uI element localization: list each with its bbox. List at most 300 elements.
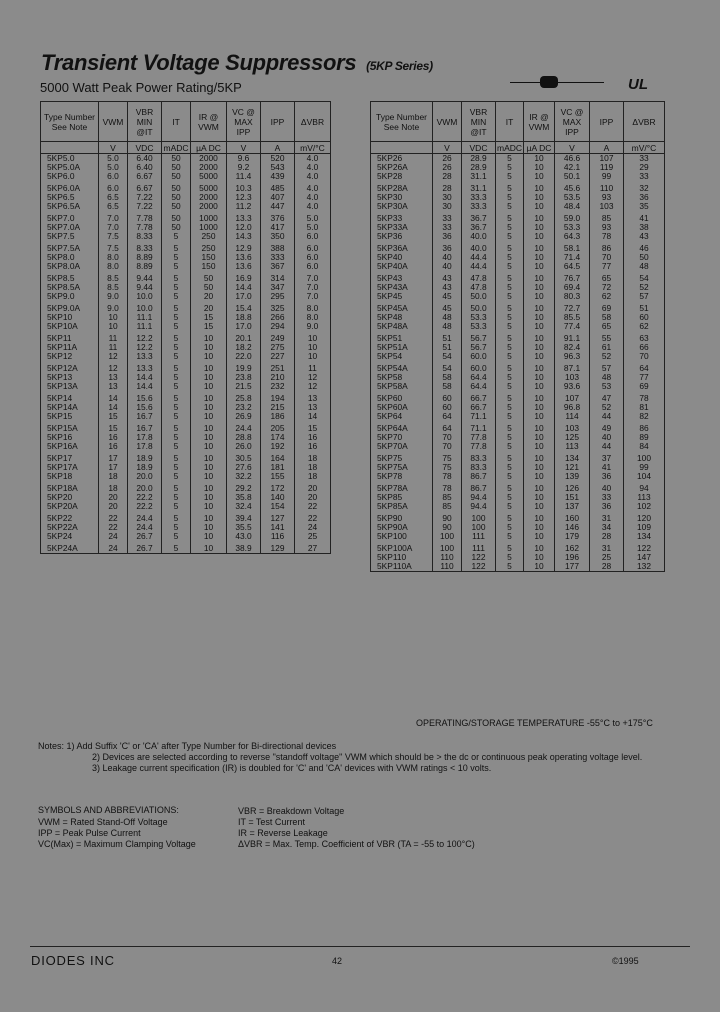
spec-value-cell: 10 [191, 373, 227, 382]
spec-value-cell: 172 [261, 484, 295, 493]
spec-value-cell: 181 [261, 463, 295, 472]
spec-value-cell: 6.67 [128, 172, 162, 181]
table-row [371, 403, 665, 412]
spec-value-cell: 50 [162, 184, 191, 193]
spec-value-cell: 10 [191, 484, 227, 493]
spec-value-cell: 111 [462, 532, 496, 541]
spec-value-cell: 121 [555, 463, 590, 472]
spec-value-cell: 5 [496, 502, 524, 511]
spec-value-cell: 6.40 [128, 163, 162, 172]
spec-value-cell: 22.0 [227, 352, 261, 361]
spec-value-cell: 57 [590, 364, 624, 373]
header-vc: VC @ MAX IPP [227, 102, 261, 142]
spec-value-cell: 192 [261, 442, 295, 451]
type-number-cell: 5KP8.0 [41, 253, 99, 262]
spec-value-cell: 10.3 [227, 184, 261, 193]
spec-value-cell: 5 [496, 514, 524, 523]
spec-value-cell: 10 [524, 484, 555, 493]
unit-it: mADC [163, 142, 189, 153]
spec-value-cell: 22.2 [128, 502, 162, 511]
spec-value-cell: 6.0 [99, 184, 128, 193]
spec-value-cell: 4.0 [295, 172, 331, 181]
spec-value-cell: 350 [261, 232, 295, 241]
spec-value-cell: 40.0 [462, 244, 496, 253]
spec-value-cell: 16.7 [128, 424, 162, 433]
type-number-cell: 5KP90A [371, 523, 433, 532]
spec-value-cell: 33 [433, 214, 462, 223]
spec-value-cell: 9.44 [128, 283, 162, 292]
spec-value-cell: 20 [99, 502, 128, 511]
table-row [41, 373, 331, 382]
type-number-cell: 5KP11A [41, 343, 99, 352]
spec-value-cell: 103 [555, 373, 590, 382]
spec-value-cell: 14 [295, 412, 331, 421]
spec-value-cell: 5 [162, 292, 191, 301]
spec-value-cell: 13.3 [227, 214, 261, 223]
table-row [371, 532, 665, 541]
spec-value-cell: 13 [295, 403, 331, 412]
spec-value-cell: 5 [496, 472, 524, 481]
table-row [371, 502, 665, 511]
spec-value-cell: 8.0 [99, 253, 128, 262]
spec-value-cell: 5 [162, 364, 191, 373]
spec-value-cell: 40 [433, 262, 462, 271]
spec-value-cell: 86.7 [462, 484, 496, 493]
table-row [41, 292, 331, 301]
table-row [371, 292, 665, 301]
spec-value-cell: 50 [162, 172, 191, 181]
table-row [41, 163, 331, 172]
table-row [371, 553, 665, 562]
spec-value-cell: 28 [590, 562, 624, 572]
type-number-cell: 5KP75A [371, 463, 433, 472]
type-number-cell: 5KP54 [371, 352, 433, 361]
spec-value-cell: 4.0 [295, 193, 331, 202]
spec-value-cell: 179 [555, 532, 590, 541]
spec-value-cell: 5 [162, 343, 191, 352]
spec-value-cell: 20 [191, 292, 227, 301]
spec-value-cell: 10 [524, 382, 555, 391]
spec-value-cell: 43 [433, 274, 462, 283]
spec-value-cell: 4.0 [295, 202, 331, 211]
spec-value-cell: 150 [191, 262, 227, 271]
spec-value-cell: 9.0 [99, 304, 128, 313]
spec-value-cell: 48 [624, 262, 665, 271]
spec-table-right-body [371, 154, 665, 572]
spec-value-cell: 21.5 [227, 382, 261, 391]
table-row [371, 544, 665, 553]
spec-value-cell: 15 [295, 424, 331, 433]
spec-value-cell: 42.1 [555, 163, 590, 172]
spec-value-cell: 205 [261, 424, 295, 433]
spec-value-cell: 24 [295, 523, 331, 532]
spec-value-cell: 8.33 [128, 232, 162, 241]
type-number-cell: 5KP7.5A [41, 244, 99, 253]
spec-value-cell: 134 [624, 532, 665, 541]
spec-value-cell: 48.4 [555, 202, 590, 211]
spec-value-cell: 11.1 [128, 313, 162, 322]
spec-value-cell: 5 [162, 382, 191, 391]
spec-value-cell: 5 [496, 562, 524, 572]
type-number-cell: 5KP64A [371, 424, 433, 433]
table-row [371, 514, 665, 523]
unit-ipp: A [261, 142, 295, 154]
spec-value-cell: 85.5 [555, 313, 590, 322]
spec-value-cell: 64 [624, 364, 665, 373]
spec-value-cell: 85 [433, 502, 462, 511]
unit-ipp: A [590, 142, 624, 154]
type-number-cell: 5KP33A [371, 223, 433, 232]
header-vbr: VBR MIN @IT [462, 102, 496, 142]
spec-value-cell: 10 [191, 493, 227, 502]
spec-value-cell: 10 [524, 463, 555, 472]
spec-value-cell: 52 [590, 403, 624, 412]
spec-value-cell: 10 [524, 553, 555, 562]
type-number-cell: 5KP70 [371, 433, 433, 442]
table-row [41, 313, 331, 322]
symbol-ir: IR = Reverse Leakage [238, 828, 328, 838]
spec-value-cell: 5 [162, 403, 191, 412]
unit-dvbr: mV/°C [295, 142, 331, 154]
table-row [371, 214, 665, 223]
spec-value-cell: 10 [524, 352, 555, 361]
spec-value-cell: 24.4 [128, 514, 162, 523]
table-row [371, 193, 665, 202]
type-number-cell: 5KP100 [371, 532, 433, 541]
type-number-cell: 5KP78 [371, 472, 433, 481]
type-number-cell: 5KP51 [371, 334, 433, 343]
spec-value-cell: 50.1 [555, 172, 590, 181]
table-row [41, 523, 331, 532]
spec-value-cell: 5 [162, 334, 191, 343]
table-row [371, 334, 665, 343]
spec-value-cell: 13.3 [128, 364, 162, 373]
spec-value-cell: 407 [261, 193, 295, 202]
type-number-cell: 5KP70A [371, 442, 433, 451]
spec-value-cell: 10 [524, 304, 555, 313]
table-row [41, 502, 331, 511]
spec-value-cell: 20 [99, 493, 128, 502]
spec-value-cell: 10 [524, 403, 555, 412]
type-number-cell: 5KP16 [41, 433, 99, 442]
spec-value-cell: 162 [555, 544, 590, 553]
type-number-cell: 5KP110A [371, 562, 433, 572]
spec-value-cell: 10 [191, 544, 227, 554]
spec-value-cell: 11.2 [227, 202, 261, 211]
spec-value-cell: 50.0 [462, 304, 496, 313]
spec-value-cell: 9.2 [227, 163, 261, 172]
spec-value-cell: 64.4 [462, 373, 496, 382]
spec-value-cell: 20.0 [128, 484, 162, 493]
spec-value-cell: 52 [590, 352, 624, 361]
type-number-cell: 5KP13A [41, 382, 99, 391]
spec-table-left-body [41, 154, 331, 554]
spec-value-cell: 17.8 [128, 442, 162, 451]
spec-value-cell: 49 [590, 424, 624, 433]
table-row [41, 382, 331, 391]
table-row [371, 202, 665, 211]
spec-value-cell: 99 [624, 463, 665, 472]
spec-value-cell: 5 [162, 442, 191, 451]
spec-value-cell: 20 [191, 304, 227, 313]
spec-value-cell: 5.0 [295, 214, 331, 223]
spec-value-cell: 35.8 [227, 493, 261, 502]
spec-value-cell: 376 [261, 214, 295, 223]
type-number-cell: 5KP11 [41, 334, 99, 343]
spec-value-cell: 11.4 [227, 172, 261, 181]
spec-value-cell: 31.1 [462, 184, 496, 193]
spec-value-cell: 44 [590, 442, 624, 451]
table-row [41, 454, 331, 463]
spec-value-cell: 17.0 [227, 322, 261, 331]
spec-value-cell: 14.4 [128, 373, 162, 382]
header-type: Type Number See Note [371, 102, 433, 142]
spec-value-cell: 232 [261, 382, 295, 391]
spec-value-cell: 26.7 [128, 532, 162, 541]
spec-value-cell: 5 [496, 214, 524, 223]
spec-value-cell: 10 [524, 532, 555, 541]
spec-value-cell: 10 [524, 214, 555, 223]
unit-vbr: VDC [128, 142, 162, 154]
spec-value-cell: 33.3 [462, 202, 496, 211]
spec-value-cell: 50 [162, 163, 191, 172]
symbol-vbr: VBR = Breakdown Voltage [238, 806, 345, 816]
spec-value-cell: 64.5 [555, 262, 590, 271]
type-number-cell: 5KP28 [371, 172, 433, 181]
spec-value-cell: 33.3 [462, 193, 496, 202]
table-row [41, 403, 331, 412]
type-number-cell: 5KP13 [41, 373, 99, 382]
type-number-cell: 5KP6.0 [41, 172, 99, 181]
spec-value-cell: 56.7 [462, 343, 496, 352]
spec-value-cell: 122 [462, 562, 496, 572]
table-row [41, 394, 331, 403]
spec-value-cell: 10 [191, 502, 227, 511]
spec-value-cell: 64.3 [555, 232, 590, 241]
spec-value-cell: 7.0 [295, 274, 331, 283]
spec-value-cell: 16.7 [128, 412, 162, 421]
spec-value-cell: 5 [496, 232, 524, 241]
type-number-cell: 5KP36 [371, 232, 433, 241]
spec-value-cell: 41 [624, 214, 665, 223]
spec-value-cell: 6.0 [295, 253, 331, 262]
spec-value-cell: 122 [462, 553, 496, 562]
spec-value-cell: 48 [433, 313, 462, 322]
spec-value-cell: 51 [433, 343, 462, 352]
spec-value-cell: 107 [555, 394, 590, 403]
spec-value-cell: 93 [590, 193, 624, 202]
spec-value-cell: 38.9 [227, 544, 261, 554]
spec-value-cell: 10 [524, 274, 555, 283]
spec-value-cell: 543 [261, 163, 295, 172]
spec-value-cell: 17 [99, 463, 128, 472]
spec-value-cell: 33 [590, 493, 624, 502]
spec-value-cell: 69.4 [555, 283, 590, 292]
spec-value-cell: 6.0 [295, 262, 331, 271]
spec-value-cell: 22 [295, 514, 331, 523]
spec-value-cell: 10 [295, 343, 331, 352]
spec-value-cell: 10 [524, 334, 555, 343]
spec-value-cell: 4.0 [295, 184, 331, 193]
type-number-cell: 5KP60 [371, 394, 433, 403]
spec-value-cell: 10 [524, 223, 555, 232]
spec-value-cell: 54 [433, 364, 462, 373]
table-row [41, 364, 331, 373]
spec-value-cell: 80.3 [555, 292, 590, 301]
spec-value-cell: 32 [624, 184, 665, 193]
type-number-cell: 5KP18 [41, 472, 99, 481]
spec-value-cell: 15 [191, 322, 227, 331]
spec-value-cell: 150 [191, 253, 227, 262]
spec-value-cell: 388 [261, 244, 295, 253]
spec-value-cell: 9.6 [227, 154, 261, 164]
spec-value-cell: 87.1 [555, 364, 590, 373]
table-row [371, 232, 665, 241]
header-type: Type Number See Note [41, 102, 99, 142]
spec-value-cell: 10 [524, 343, 555, 352]
spec-value-cell: 10 [191, 412, 227, 421]
spec-value-cell: 36 [624, 193, 665, 202]
spec-value-cell: 325 [261, 304, 295, 313]
spec-value-cell: 10 [524, 454, 555, 463]
spec-value-cell: 100 [433, 532, 462, 541]
spec-value-cell: 11 [99, 343, 128, 352]
type-number-cell: 5KP17 [41, 454, 99, 463]
footer-copyright: ©1995 [612, 956, 639, 966]
spec-value-cell: 194 [261, 394, 295, 403]
spec-value-cell: 485 [261, 184, 295, 193]
spec-value-cell: 94 [624, 484, 665, 493]
type-number-cell: 5KP28A [371, 184, 433, 193]
table-row [371, 373, 665, 382]
spec-value-cell: 5 [496, 403, 524, 412]
spec-value-cell: 12 [99, 364, 128, 373]
spec-value-cell: 40 [433, 253, 462, 262]
type-number-cell: 5KP14A [41, 403, 99, 412]
type-number-cell: 5KP78A [371, 484, 433, 493]
type-number-cell: 5KP6.5A [41, 202, 99, 211]
header-vc: VC @ MAX IPP [555, 102, 590, 142]
spec-value-cell: 5 [162, 433, 191, 442]
spec-value-cell: 9.0 [99, 292, 128, 301]
spec-value-cell: 2000 [191, 202, 227, 211]
type-number-cell: 5KP40 [371, 253, 433, 262]
header-ir: IR @ VWM [191, 102, 227, 142]
spec-value-cell: 10 [191, 382, 227, 391]
spec-value-cell: 107 [590, 154, 624, 164]
table-row [371, 523, 665, 532]
spec-value-cell: 11 [295, 364, 331, 373]
type-number-cell: 5KP45A [371, 304, 433, 313]
spec-value-cell: 83.3 [462, 463, 496, 472]
spec-value-cell: 91.1 [555, 334, 590, 343]
spec-value-cell: 58 [433, 373, 462, 382]
type-number-cell: 5KP43A [371, 283, 433, 292]
header-dvbr: ΔVBR [295, 102, 331, 142]
spec-value-cell: 126 [555, 484, 590, 493]
spec-value-cell: 16 [295, 433, 331, 442]
spec-value-cell: 7.78 [128, 223, 162, 232]
table-row [371, 244, 665, 253]
spec-value-cell: 5 [496, 352, 524, 361]
spec-value-cell: 10 [191, 394, 227, 403]
spec-value-cell: 46.6 [555, 154, 590, 164]
table-row [371, 253, 665, 262]
table-row [371, 163, 665, 172]
type-number-cell: 5KP10A [41, 322, 99, 331]
table-row [41, 202, 331, 211]
type-number-cell: 5KP75 [371, 454, 433, 463]
spec-value-cell: 333 [261, 253, 295, 262]
spec-value-cell: 5 [496, 283, 524, 292]
spec-value-cell: 36 [433, 232, 462, 241]
spec-value-cell: 65 [590, 322, 624, 331]
type-number-cell: 5KP26 [371, 154, 433, 164]
spec-value-cell: 93.6 [555, 382, 590, 391]
spec-value-cell: 96.8 [555, 403, 590, 412]
spec-value-cell: 10 [524, 244, 555, 253]
spec-value-cell: 250 [191, 244, 227, 253]
spec-value-cell: 417 [261, 223, 295, 232]
spec-value-cell: 5 [496, 202, 524, 211]
spec-value-cell: 5 [162, 412, 191, 421]
table-row [371, 274, 665, 283]
type-number-cell: 5KP48 [371, 313, 433, 322]
spec-value-cell: 44.4 [462, 262, 496, 271]
ul-logo: UL [628, 76, 648, 93]
spec-value-cell: 520 [261, 154, 295, 164]
table-row [41, 184, 331, 193]
spec-value-cell: 15.6 [128, 394, 162, 403]
spec-value-cell: 82 [624, 412, 665, 421]
spec-value-cell: 51 [624, 304, 665, 313]
spec-value-cell: 10 [191, 424, 227, 433]
spec-value-cell: 14.4 [128, 382, 162, 391]
spec-value-cell: 5 [162, 304, 191, 313]
type-number-cell: 5KP54A [371, 364, 433, 373]
spec-value-cell: 14.3 [227, 232, 261, 241]
spec-value-cell: 12.2 [128, 334, 162, 343]
spec-value-cell: 84 [624, 442, 665, 451]
spec-value-cell: 53 [590, 382, 624, 391]
spec-value-cell: 100 [624, 454, 665, 463]
spec-value-cell: 8.0 [295, 313, 331, 322]
spec-value-cell: 26.7 [128, 544, 162, 554]
spec-value-cell: 31 [590, 544, 624, 553]
spec-value-cell: 94.4 [462, 493, 496, 502]
spec-value-cell: 75 [433, 463, 462, 472]
spec-value-cell: 85 [590, 214, 624, 223]
type-number-cell: 5KP40A [371, 262, 433, 271]
spec-value-cell: 17 [99, 454, 128, 463]
spec-value-cell: 5 [496, 274, 524, 283]
spec-value-cell: 15 [99, 424, 128, 433]
spec-value-cell: 51 [433, 334, 462, 343]
spec-value-cell: 6.0 [295, 244, 331, 253]
type-number-cell: 5KP6.5 [41, 193, 99, 202]
spec-value-cell: 5.0 [99, 163, 128, 172]
spec-value-cell: 47.8 [462, 274, 496, 283]
spec-value-cell: 129 [261, 544, 295, 554]
spec-value-cell: 249 [261, 334, 295, 343]
spec-value-cell: 10 [524, 202, 555, 211]
type-number-cell: 5KP17A [41, 463, 99, 472]
spec-value-cell: 104 [624, 472, 665, 481]
spec-value-cell: 100 [462, 514, 496, 523]
spec-value-cell: 5000 [191, 172, 227, 181]
spec-value-cell: 71.1 [462, 412, 496, 421]
spec-value-cell: 57 [624, 292, 665, 301]
